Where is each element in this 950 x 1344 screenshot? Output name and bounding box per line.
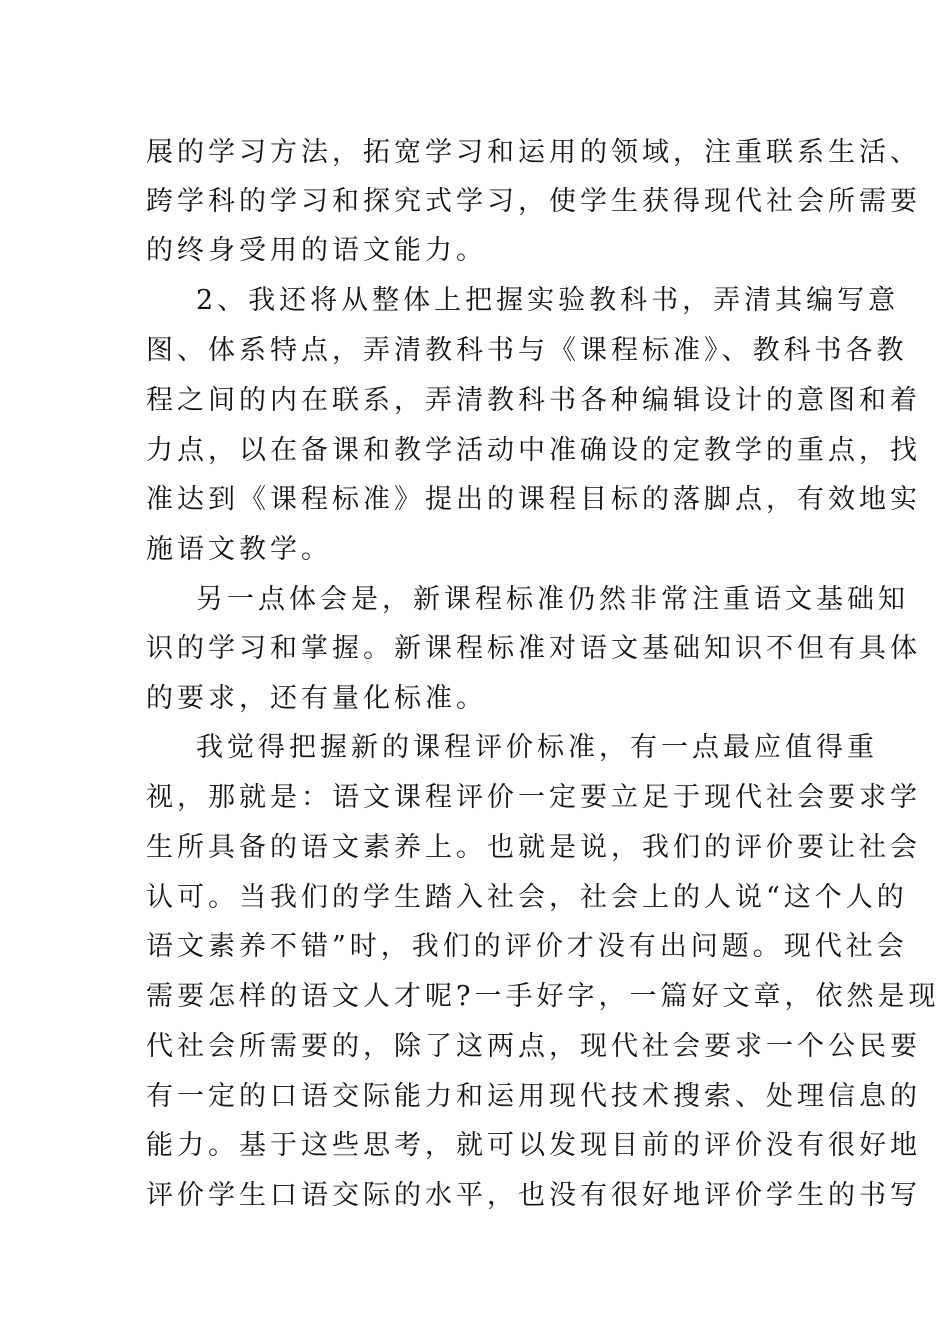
text-line: 代社会所需要的，除了这两点，现代社会要求一个公民要 (146, 1031, 921, 1062)
text-line: 的终身受用的语文能力。 (146, 235, 487, 266)
text-line: 图、体系特点，弄清教科书与《课程标准》、教科书各教 (146, 335, 908, 366)
text-line: 力点，以在备课和教学活动中准确设的定教学的重点，找 (146, 435, 921, 466)
text-line: 展的学习方法，拓宽学习和运用的领域，注重联系生活、 (146, 137, 921, 168)
paragraph-first-line: 2、我还将从整体上把握实验教科书，弄清其编写意 (196, 285, 900, 316)
text-line: 跨学科的学习和探究式学习，使学生获得现代社会所需要 (146, 186, 921, 217)
text-line: 认可。当我们的学生踏入社会，社会上的人说“这个人的 (146, 882, 908, 913)
text-line: 视，那就是：语文课程评价一定要立足于现代社会要求学 (146, 782, 921, 813)
text-line: 施语文教学。 (146, 534, 332, 565)
text-line: 有一定的口语交际能力和运用现代技术搜索、处理信息的 (146, 1081, 921, 1112)
text-line: 生所具备的语文素养上。也就是说，我们的评价要让社会 (146, 832, 921, 863)
paragraph-first-line: 另一点体会是，新课程标准仍然非常注重语文基础知 (196, 584, 909, 615)
text-line: 程之间的内在联系，弄清教科书各种编辑设计的意图和着 (146, 385, 921, 416)
text-line: 识的学习和掌握。新课程标准对语文基础知识不但有具体 (146, 633, 921, 664)
text-line: 评价学生口语交际的水平，也没有很好地评价学生的书写 (146, 1180, 921, 1211)
text-line: 的要求，还有量化标准。 (146, 683, 487, 714)
text-line: 准达到《课程标准》提出的课程目标的落脚点，有效地实 (146, 484, 921, 515)
text-line: 能力。基于这些思考，就可以发现目前的评价没有很好地 (146, 1130, 921, 1161)
paragraph-first-line: 我觉得把握新的课程评价标准，有一点最应值得重 (196, 732, 878, 763)
text-line: 语文素养不错”时，我们的评价才没有出问题。现代社会 (146, 931, 908, 962)
text-line: 需要怎样的语文人才呢?一手好字，一篇好文章，依然是现 (146, 981, 940, 1012)
